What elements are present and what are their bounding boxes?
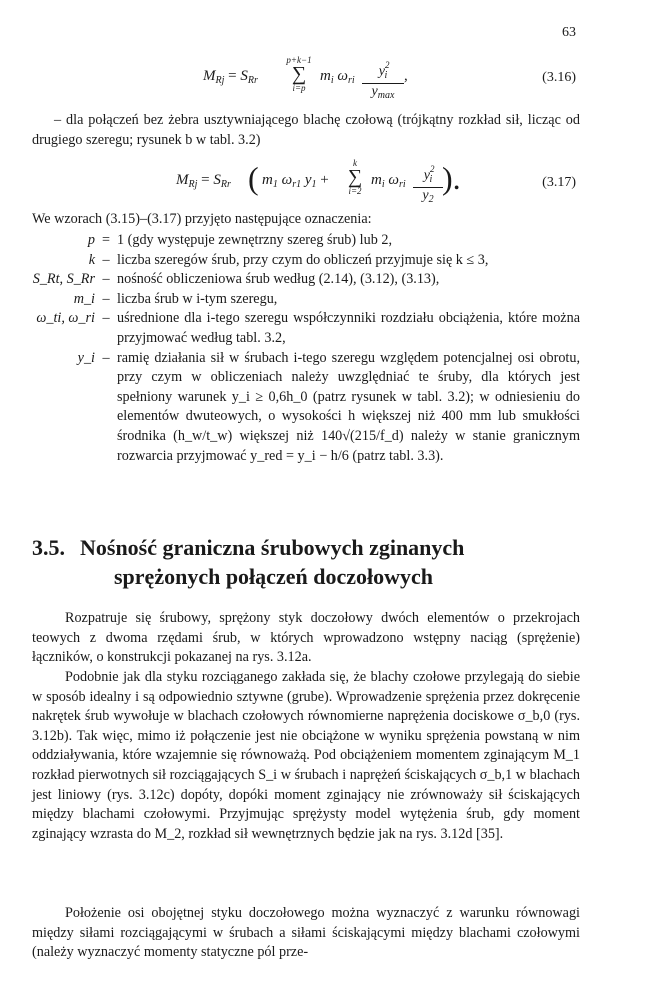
definition-row: m_i – liczba śrub w i-tym szeregu,	[73, 290, 278, 307]
left-paren: (	[248, 160, 259, 196]
eq316-sum: p+k−1 ∑ i=p	[286, 55, 312, 93]
section-title-line1: Nośność graniczna śrubowych zginanych	[80, 535, 465, 560]
definition-row: p = 1 (gdy występuje zewnętrzny szereg śrub) lub 2,	[87, 232, 392, 248]
eq317-sum: k ∑ i=2	[347, 158, 363, 196]
body-paragraph: Rozpatruje się śrubowy, sprężony styk doczołowy dwóch elementów o przekrojach teowych z dwoma rzędami śrub, w których wprowadzono wstępny naciąg (sprężenie) łączników, o konstrukcji pokazanej na rys. 3.12a.	[32, 610, 580, 666]
definition-row: k – liczba szeregów śrub, przy czym do obliczeń przyjmuje się k ≤ 3,	[88, 251, 489, 268]
eq317-number: (3.17)	[542, 175, 576, 190]
eq316-fraction: $y^2_i$ $y_{max}$	[362, 58, 404, 103]
body-paragraph: Podobnie jak dla styku rozciąganego zakłada się, że blachy czołowe przylegają do siebie w sposób idealny i są odpowiednio sztywne (grube). Wprowadzenie sprężenia przez dokręcenie nakrętek śrub wywołuje w blachach czołowych równomierne naprężenia dociskowe σ_b,0 (rys. 3.12b). Tak więc, mimo iż połączenie jest nie obciążone w wyniku sprężenia powstaną w nim oddziaływania, które wzajemnie się równoważą. Pod obciążeniem momentem zginającym M_1 rozkład pierwotnych sił rozciągających S_i w śrubach i naprężeń ściskających σ_b,1 w blachach jest liniowy (rys. 3.12c) dopóty, dopóki moment zginający nie zrównoważy sił ściskających między blachami czołowymi. Przyjmując sprężysty model wytężenia śrub, gdy moment zginający wzrasta do M_2, rozkład sił wewnętrznych będzie jak na rys. 3.12d [35].	[32, 669, 580, 842]
definitions-intro: We wzorach (3.15)–(3.17) przyjęto następujące oznaczenia:	[32, 211, 372, 227]
eq316-lhs: M	[203, 68, 216, 84]
document-page: 63 $M_{Rj} = S_{Rr}$ p+k−1 ∑ i=p $m_i$ $\omega_{ri}$ $y^2_i$ $y_{max}$ , (3.16) – dla połączeń bez żebra usztywniającego blachę czołową (trójkątny rozkład sił, licząc od drugiego szeregu; rysunek b w tabl. 3.2) $M_{Rj} = S_{Rr}$ ( $m_1$ $\omega_{r1}$ $y_1$ + k ∑ i=2 $m_i$ $\omega_{ri}$ $\frac{y^2_i}{y_2}$ ). (3.17) We wzorach (3.15)–(3.17) przyjęto następujące oznaczenia: p = 1 (gdy występuje zewnętrzny szereg śrub) lub 2, k – liczba szeregów śrub, przy czym do obliczeń przyjmuje się k ≤ 3, S_Rt, S_Rr – nośność obliczeniowa śrub według (2.14), (3.12), (3.13), m_i – liczba śrub w i-tym szeregu, ω_ti, ω_ri – uśrednione dla i-tego szeregu współczynniki rozdziału obciążenia, które można przyjmować według tabl. 3.2, y_i – ramię działania sił w śrubach i-tego szeregu względem potencjalnej osi obrotu, przy czym w obliczeniach należy uwzględniać te śruby, dla których jest spełniony warunek y_i ≥ 0,6h_0 (patrz rysunek w tabl. 3.2); w odniesieniu do elementów dwuteowych, o wysokości h większej niż 400 mm lub smukłości środnika (h_w/t_w) większej niż 140√(215/f_d) należy w stanie granicznym rozwarcia przyjmować y_red = y_i − h/6 (patrz tabl. 3.3). 3.5. Nośność graniczna śrubowych zginanych sprężonych połączeń doczołowych Rozpatruje się śrubowy, sprężony styk doczołowy dwóch elementów o przekrojach teowych z dwoma rzędami śrub, w których wprowadzono wstępny naciąg (sprężenie) łączników, o konstrukcji pokazanej na rys. 3.12a. Podobnie jak dla styku rozciąganego zakłada się, że blachy czołowe przylegają do siebie w sposób idealny i są odpowiednio sztywne (grube). Wprowadzenie sprężenia przez dokręcenie nakrętek śrub wywołuje w blachach czołowych równomierne naprężenia dociskowe σ_b,0 (rys. 3.12b). Tak więc, mimo iż połączenie jest nie obciążone w wyniku sprężenia powstaną w nim oddziaływania, które wzajemnie się równoważą. Pod obciążeniem momentem zginającym M_1 rozkład pierwotnych sił rozciągających S_i w śrubach i naprężeń ściskających σ_b,1 w blachach jest liniowy (rys. 3.12c) dopóty, dopóki moment zginający nie zrównoważy sił ściskających między blachami czołowymi. Przyjmując sprężysty model wytężenia śrub, gdy moment zginający wzrasta do M_2, rozkład sił wewnętrznych będzie jak na rys. 3.12d [35]. Położenie osi obojętnej styku doczołowego można wyznaczyć z warunku równowagi między siłami rozciągającymi w śrubach a siłami ściskającymi między blachami czołowymi (należy wyznaczyć momenty statyczne pól prze-	[0, 0, 663, 986]
definition-row: y_i – ramię działania sił w śrubach i-tego szeregu względem potencjalnej osi obrotu, przy czym w obliczeniach należy uwzględniać te śruby, dla których jest spełniony warunek y_i ≥ 0,6h_0 (patrz rysunek w tabl. 3.2); w odniesieniu do elementów dwuteowych, o wysokości h większej niż 400 mm lub smukłości środnika (h_w/t_w) większej niż 140√(215/f_d) należy w stanie granicznym rozwarcia przyjmować y_red = y_i − h/6 (patrz tabl. 3.3).	[77, 349, 580, 464]
right-paren: ).	[442, 160, 461, 196]
definition-row: S_Rt, S_Rr – nośność obliczeniowa śrub według (2.14), (3.12), (3.13),	[32, 271, 440, 288]
body-paragraph: Położenie osi obojętnej styku doczołowego można wyznaczyć z warunku równowagi między siłami rozciągającymi w śrubach a siłami ściskającymi między blachami czołowymi (należy wyznaczyć momenty statyczne pól prze-	[32, 905, 580, 961]
definitions-list	[32, 231, 580, 466]
definition-row: ω_ti, ω_ri – uśrednione dla i-tego szeregu współczynniki rozdziału obciążenia, które można przyjmować według tabl. 3.2,	[36, 310, 580, 346]
section-title-line2: sprężonych połączeń doczołowych	[114, 564, 433, 589]
page-number: 63	[562, 25, 576, 40]
section-heading	[32, 533, 592, 591]
section-number: 3.5.	[32, 535, 65, 560]
eq316-number: (3.16)	[542, 70, 576, 85]
eq317-fraction: $\frac{y^2_i}{y_2}$	[413, 162, 443, 207]
paragraph-dla: – dla połączeń bez żebra usztywniającego blachę czołową (trójkątny rozkład sił, licząc od drugiego szeregu; rysunek b w tabl. 3.2)	[32, 112, 580, 148]
